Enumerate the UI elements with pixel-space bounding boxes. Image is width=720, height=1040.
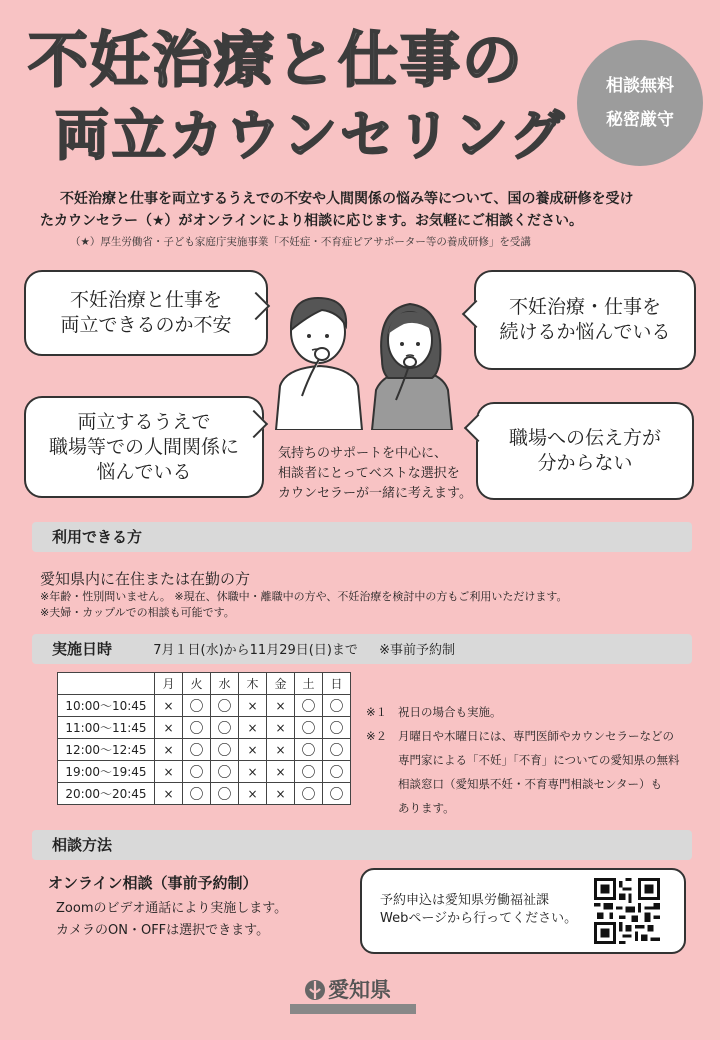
day-header: 火 [183, 673, 211, 695]
availability-mark: × [267, 761, 295, 783]
schedule-row [58, 783, 351, 805]
availability-mark: × [155, 761, 183, 783]
availability-mark: 〇 [183, 783, 211, 805]
support-line: 気持ちのサポートを中心に、 [278, 446, 448, 461]
note-text: 相談窓口（愛知県不妊・不育専門相談センター）も [398, 777, 663, 791]
availability-mark: 〇 [211, 739, 239, 761]
intro-text [40, 188, 690, 232]
schedule-table [57, 672, 351, 805]
day-header: 木 [239, 673, 267, 695]
bubble-text: 両立するうえで [77, 410, 211, 433]
availability-mark: 〇 [295, 739, 323, 761]
availability-mark: 〇 [323, 761, 351, 783]
availability-mark: × [239, 739, 267, 761]
support-text [278, 444, 472, 504]
availability-mark: 〇 [183, 739, 211, 761]
availability-mark: × [155, 783, 183, 805]
bubble-bottom-right [476, 402, 694, 500]
availability-mark: 〇 [183, 761, 211, 783]
logo-bar [290, 1004, 416, 1014]
availability-mark: 〇 [323, 717, 351, 739]
availability-mark: × [155, 739, 183, 761]
aichi-emblem-icon [304, 977, 326, 1001]
note-text: あります。 [398, 801, 455, 815]
availability-mark: × [155, 695, 183, 717]
page-title-line2: 両立カウンセリング [55, 104, 567, 167]
availability-mark: × [267, 717, 295, 739]
bubble-text: 職場等での人間関係に [48, 435, 239, 458]
note-key: ※２ [366, 729, 388, 743]
availability-mark: 〇 [211, 761, 239, 783]
section-method-heading: 相談方法 [52, 836, 113, 854]
badge-line1: 相談無料 [606, 76, 674, 96]
free-confidential-badge [577, 40, 703, 166]
section-method [32, 830, 692, 860]
qr-code-icon[interactable] [594, 878, 660, 944]
section-eligible [32, 522, 692, 552]
online-line: Zoomのビデオ通話により実施します。 [56, 901, 288, 916]
two-people-illustration [272, 290, 462, 430]
bubble-top-right [474, 270, 696, 370]
schedule-header-row [58, 673, 351, 695]
badge-line2: 秘密厳守 [606, 110, 674, 130]
availability-mark: 〇 [323, 783, 351, 805]
time-slot: 20:00～20:45 [58, 783, 155, 805]
schedule-row [58, 739, 351, 761]
schedule-date-range: 7月１日(水)から11月29日(日)まで [153, 643, 358, 658]
day-header: 月 [155, 673, 183, 695]
support-line: 相談者にとってベストな選択を [278, 466, 460, 481]
page-title-line1: 不妊治療と仕事の [28, 26, 524, 96]
apply-text [380, 892, 577, 928]
availability-mark: × [155, 717, 183, 739]
note-text: 専門家による「不妊」「不育」についての愛知県の無料 [398, 753, 680, 767]
availability-mark: 〇 [295, 695, 323, 717]
availability-mark: 〇 [211, 717, 239, 739]
section-eligible-heading: 利用できる方 [52, 528, 143, 546]
time-slot: 11:00～11:45 [58, 717, 155, 739]
schedule-notes [366, 700, 706, 820]
schedule-reservation: ※事前予約制 [379, 643, 456, 658]
availability-mark: × [267, 695, 295, 717]
note-text: 祝日の場合も実施。 [398, 705, 502, 719]
intro-line1: 不妊治療と仕事を両立するうえでの不安や人間関係の悩み等について、国の養成研修を受け [60, 191, 634, 207]
bubble-text: 分からない [537, 452, 633, 474]
apply-line: Webページから行ってください。 [380, 911, 578, 926]
time-slot: 10:00～10:45 [58, 695, 155, 717]
section-schedule-heading: 実施日時 [52, 640, 113, 658]
bubble-text: 不妊治療・仕事を [508, 296, 661, 318]
logo-text: 愛知県 [328, 978, 391, 1002]
apply-line: 予約申込は愛知県労働福祉課 [380, 893, 550, 908]
schedule-row [58, 761, 351, 783]
availability-mark: 〇 [211, 783, 239, 805]
day-header: 土 [295, 673, 323, 695]
availability-mark: 〇 [323, 695, 351, 717]
bubble-bottom-left [24, 396, 264, 498]
availability-mark: 〇 [323, 739, 351, 761]
availability-mark: 〇 [295, 761, 323, 783]
availability-mark: × [239, 761, 267, 783]
schedule-note [366, 724, 706, 820]
day-header: 日 [323, 673, 351, 695]
bubble-text: 職場への伝え方が [508, 427, 661, 449]
support-line: カウンセラーが一緒に考えます。 [278, 486, 472, 501]
schedule-corner [58, 673, 155, 695]
availability-mark: 〇 [211, 695, 239, 717]
eligible-note1: ※年齢・性別問いません。 ※現在、休職中・離職中の方や、不妊治療を検討中の方もご利用いただけます。 [40, 590, 568, 603]
note-key: ※１ [366, 705, 388, 719]
bubble-text: 悩んでいる [96, 460, 192, 483]
online-consult-title: オンライン相談（事前予約制） [48, 874, 258, 892]
schedule-note [366, 700, 706, 724]
bubble-text: 不妊治療と仕事を [69, 289, 222, 311]
schedule-row [58, 717, 351, 739]
day-header: 水 [211, 673, 239, 695]
section-schedule [32, 634, 692, 664]
bubble-text: 続けるか悩んでいる [499, 321, 671, 343]
schedule-row [58, 695, 351, 717]
note-text: 月曜日や木曜日には、専門医師やカウンセラーなどの [398, 729, 674, 743]
online-line: カメラのON・OFFは選択できます。 [56, 923, 270, 938]
availability-mark: × [239, 695, 267, 717]
availability-mark: 〇 [295, 783, 323, 805]
availability-mark: × [267, 783, 295, 805]
eligible-note2: ※夫婦・カップルでの相談も可能です。 [40, 606, 235, 619]
bubble-top-left [24, 270, 268, 356]
apply-box [360, 868, 686, 954]
availability-mark: × [267, 739, 295, 761]
bubble-text: 両立できるのか不安 [60, 314, 232, 336]
availability-mark: 〇 [183, 695, 211, 717]
availability-mark: 〇 [183, 717, 211, 739]
online-consult-body [56, 898, 287, 942]
day-header: 金 [267, 673, 295, 695]
availability-mark: × [239, 717, 267, 739]
intro-note: （★）厚生労働省・子ども家庭庁実施事業「不妊症・不育症ピアサポーター等の養成研修」を受講 [70, 236, 531, 248]
intro-line2: たカウンセラー（★）がオンラインにより相談に応じます。お気軽にご相談ください。 [40, 213, 584, 229]
time-slot: 19:00～19:45 [58, 761, 155, 783]
time-slot: 12:00～12:45 [58, 739, 155, 761]
availability-mark: × [239, 783, 267, 805]
availability-mark: 〇 [295, 717, 323, 739]
eligible-main: 愛知県内に在住または在勤の方 [40, 570, 251, 588]
